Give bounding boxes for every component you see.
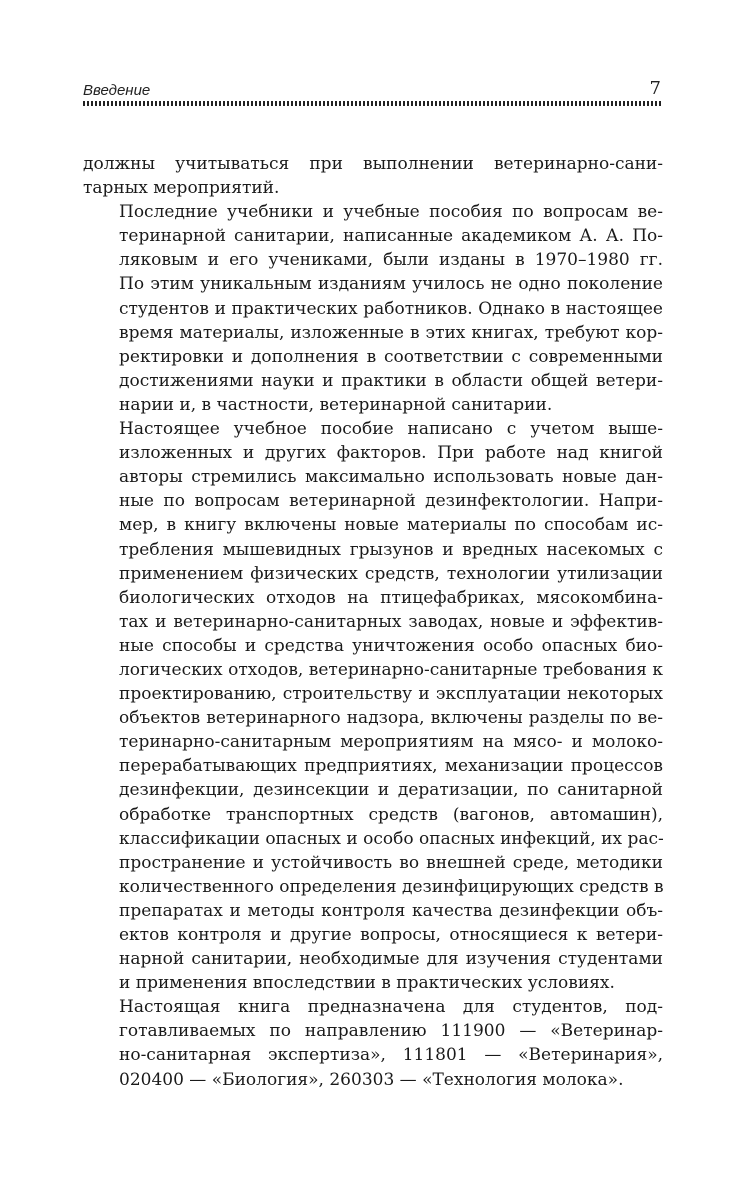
text-line: изложенных и других факторов. При работе над книгой — [119, 443, 663, 464]
header-dotted-rule — [83, 101, 663, 106]
text-line: тах и ветеринарно-санитарных заводах, новые и эффектив- — [119, 611, 663, 632]
text-line: теринарной санитарии, написанные академиком А. А. По- — [119, 226, 663, 247]
section-title: Введение — [83, 82, 151, 99]
text-line: ляковым и его учениками, были изданы в 1970–1980 гг. — [119, 250, 663, 271]
text-line: ные по вопросам ветеринарной дезинфектологии. Напри- — [119, 491, 663, 512]
body-text — [83, 152, 663, 1092]
text-line: классификации опасных и особо опасных инфекций, их рас- — [119, 828, 664, 849]
text-line: мер, в книгу включены новые материалы по способам ис- — [119, 515, 663, 536]
page-number: 7 — [649, 78, 661, 99]
text-line: теринарно-санитарным мероприятиям на мясо- и молоко- — [119, 732, 663, 753]
text-line: 020400 — «Биология», 260303 — «Технология молока». — [119, 1069, 624, 1090]
text-line: требления мышевидных грызунов и вредных насекомых с — [119, 539, 663, 560]
text-line: Настоящая книга предназначена для студентов, под- — [119, 997, 663, 1018]
text-line: достижениями науки и практики в области общей ветери- — [119, 370, 663, 391]
text-line: ные способы и средства уничтожения особо опасных био- — [119, 635, 663, 656]
text-line: перерабатывающих предприятиях, механизации процессов — [119, 756, 663, 777]
text-line: По этим уникальным изданиям училось не одно поколение — [119, 274, 663, 295]
text-line: нарии и, в частности, ветеринарной санитарии. — [119, 394, 553, 415]
text-line: Последние учебники и учебные пособия по вопросам ве- — [119, 202, 663, 223]
text-line: тарных мероприятий. — [83, 178, 280, 199]
text-line: биологических отходов на птицефабриках, мясокомбина- — [119, 587, 663, 608]
text-line: и применения впоследствии в практических условиях. — [119, 973, 615, 994]
text-line: применением физических средств, технологии утилизации — [119, 563, 663, 584]
text-line: авторы стремились максимально использовать новые дан- — [119, 467, 663, 488]
text-line: дезинфекции, дезинсекции и дератизации, по санитарной — [119, 780, 663, 801]
text-line: нарной санитарии, необходимые для изучения студентами — [119, 949, 663, 970]
text-line: пространение и устойчивость во внешней среде, методики — [119, 852, 663, 873]
paragraph — [83, 417, 663, 995]
text-line: объектов ветеринарного надзора, включены разделы по ве- — [119, 708, 663, 729]
text-line: обработке транспортных средств (вагонов, автомашин), — [119, 804, 663, 825]
text-line: количественного определения дезинфицирующих средств в — [119, 876, 664, 897]
text-line: готавливаемых по направлению 111900 — «Ветеринар- — [119, 1021, 663, 1042]
text-line: ектов контроля и другие вопросы, относящиеся к ветери- — [119, 925, 663, 945]
paragraph — [83, 152, 663, 200]
text-line: но-санитарная экспертиза», 111801 — «Ветеринария», — [119, 1045, 663, 1066]
text-line: препаратах и методы контроля качества дезинфекции объ- — [119, 900, 663, 921]
text-line: ректировки и дополнения в соответствии с современными — [119, 346, 663, 367]
text-line: должны учитываться при выполнении ветеринарно-сани- — [83, 154, 663, 174]
running-header — [83, 78, 663, 106]
text-line: время материалы, изложенные в этих книгах, требуют кор- — [119, 322, 663, 343]
paragraph — [83, 200, 663, 417]
text-line: проектированию, строительству и эксплуатации некоторых — [119, 684, 663, 705]
paragraph — [83, 995, 663, 1091]
text-line: логических отходов, ветеринарно-санитарные требования к — [119, 659, 663, 680]
text-line: студентов и практических работников. Однако в настоящее — [119, 298, 663, 319]
text-line: Настоящее учебное пособие написано с учетом выше- — [119, 419, 663, 440]
